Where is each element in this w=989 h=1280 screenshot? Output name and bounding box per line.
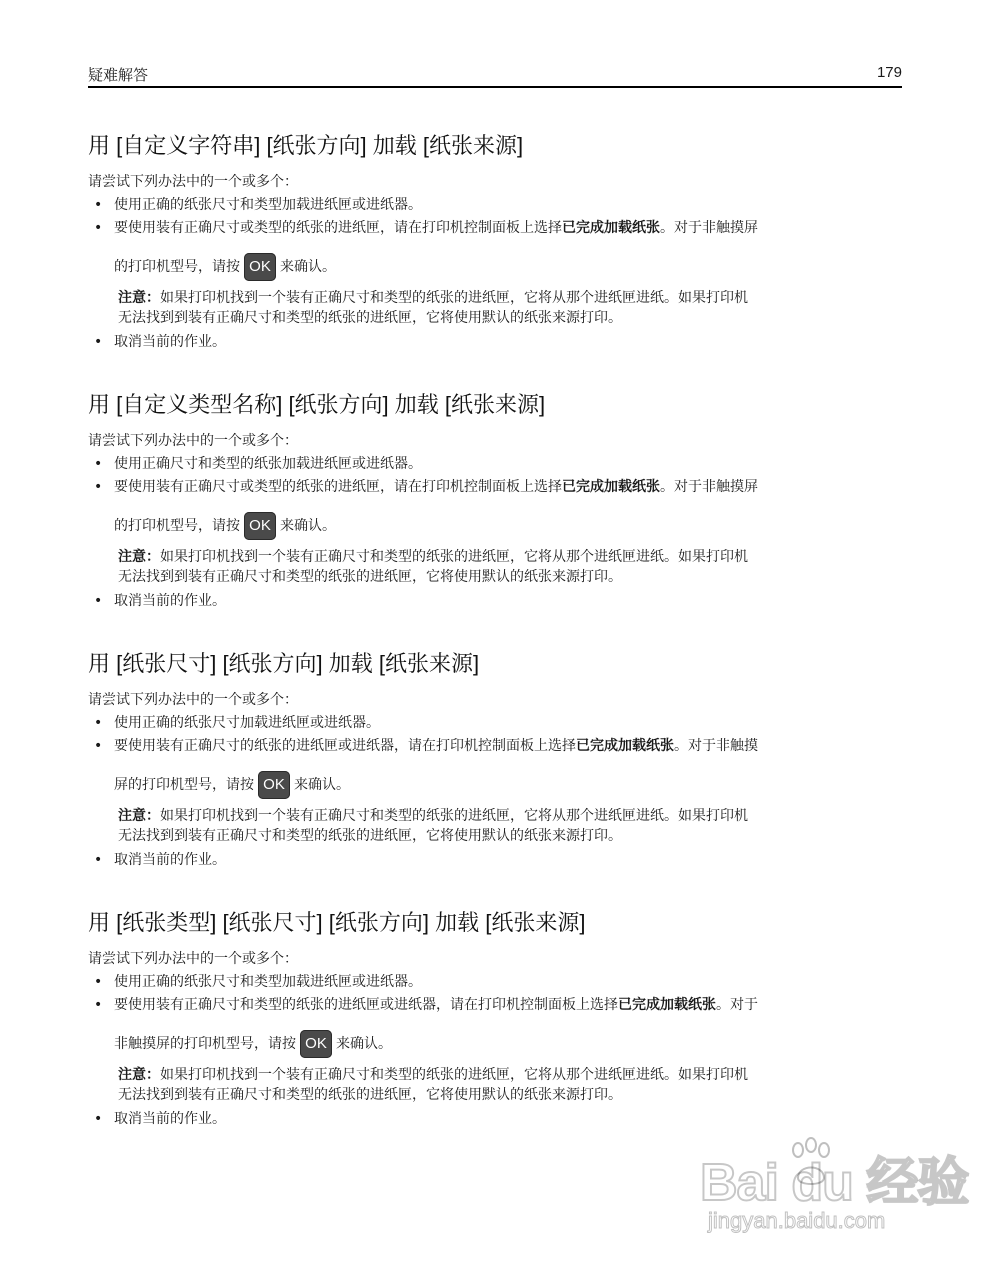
ok-button-icon: OK [300, 1030, 332, 1058]
note-line: 无法找到到装有正确尺寸和类型的纸张的进纸匣，它将使用默认的纸张来源打印。 [118, 569, 622, 585]
note-label: 注意： [118, 290, 160, 306]
instruction-text: 要使用装有正确尺寸或类型的纸张的进纸匣，请在打印机控制面板上选择 [114, 220, 562, 236]
instruction-text: 。对于 [716, 997, 758, 1013]
instruction-text: 要使用装有正确尺寸和类型的纸张的进纸匣或进纸器，请在打印机控制面板上选择 [114, 997, 618, 1013]
instruction-text: 屏的打印机型号，请按 [114, 777, 254, 793]
instruction-text: 。对于非触摸屏 [660, 220, 758, 236]
page-number: 179 [876, 64, 902, 81]
note-label: 注意： [118, 1067, 160, 1083]
section-intro: 请尝试下列办法中的一个或多个： [88, 692, 298, 708]
note-text: 如果打印机找到一个装有正确尺寸和类型的纸张的进纸匣，它将从那个进纸匣进纸。如果打印机 [160, 290, 748, 306]
instruction-line [114, 736, 903, 756]
menu-option-loaded-paper: 已完成加载纸张 [576, 738, 674, 754]
instruction-text: 非触摸屏的打印机型号，请按 [114, 1036, 296, 1052]
list-item: • 使用正确的纸张尺寸和类型加载进纸匣或进纸器。 [88, 972, 903, 992]
watermark-url: jingyan.baidu.com [708, 1208, 886, 1233]
menu-option-loaded-paper: 已完成加载纸张 [562, 220, 660, 236]
note-line [118, 288, 903, 308]
list-item: • 取消当前的作业。 [88, 332, 903, 352]
menu-option-loaded-paper: 已完成加载纸张 [618, 997, 716, 1013]
instruction-text: 来确认。 [280, 259, 336, 275]
ok-button-icon: OK [244, 512, 276, 540]
instruction-text: 要使用装有正确尺寸或类型的纸张的进纸匣，请在打印机控制面板上选择 [114, 479, 562, 495]
list-item [88, 736, 903, 800]
list-item: • 使用正确的纸张尺寸和类型加载进纸匣或进纸器。 [88, 195, 903, 215]
menu-option-loaded-paper: 已完成加载纸张 [562, 479, 660, 495]
instruction-line [114, 511, 903, 541]
instruction-text: 。对于非触摸屏 [660, 479, 758, 495]
note [118, 547, 903, 587]
list-item [88, 995, 903, 1059]
list-item: • 取消当前的作业。 [88, 850, 903, 870]
section-paper-type [88, 907, 903, 1129]
section-paper-size [88, 648, 903, 870]
note-label: 注意： [118, 549, 160, 565]
section-custom-type-name [88, 389, 903, 611]
note-line: 无法找到到装有正确尺寸和类型的纸张的进纸匣，它将使用默认的纸张来源打印。 [118, 828, 622, 844]
list-item [88, 218, 903, 282]
instruction-line [114, 995, 903, 1015]
note-label: 注意： [118, 808, 160, 824]
note-line: 无法找到到装有正确尺寸和类型的纸张的进纸匣，它将使用默认的纸张来源打印。 [118, 310, 622, 326]
list-item [88, 477, 903, 541]
section-title: 用 [自定义类型名称] [纸张方向] 加载 [纸张来源] [88, 392, 546, 417]
note-text: 如果打印机找到一个装有正确尺寸和类型的纸张的进纸匣，它将从那个进纸匣进纸。如果打印机 [160, 808, 748, 824]
list-item: • 使用正确的纸张尺寸加载进纸匣或进纸器。 [88, 713, 903, 733]
list-item: • 取消当前的作业。 [88, 1109, 903, 1129]
note [118, 806, 903, 846]
instruction-line [114, 218, 903, 238]
list-item: • 使用正确尺寸和类型的纸张加载进纸匣或进纸器。 [88, 454, 903, 474]
note-line [118, 806, 903, 826]
note-text: 如果打印机找到一个装有正确尺寸和类型的纸张的进纸匣，它将从那个进纸匣进纸。如果打印机 [160, 549, 748, 565]
instruction-line [114, 252, 903, 282]
section-intro: 请尝试下列办法中的一个或多个： [88, 433, 298, 449]
section-intro: 请尝试下列办法中的一个或多个： [88, 951, 298, 967]
instruction-text: 的打印机型号，请按 [114, 259, 240, 275]
watermark [700, 1128, 969, 1238]
section-title: 用 [纸张尺寸] [纸张方向] 加载 [纸张来源] [88, 651, 480, 676]
instruction-line [114, 477, 903, 497]
instruction-text: 来确认。 [280, 518, 336, 534]
note [118, 288, 903, 328]
section-custom-string [88, 130, 903, 352]
paw-icon [786, 1136, 836, 1190]
instruction-text: 的打印机型号，请按 [114, 518, 240, 534]
instruction-text: 来确认。 [294, 777, 350, 793]
watermark-logo: Bai du 经验 [700, 1154, 969, 1212]
page-header [88, 62, 902, 88]
ok-button-icon: OK [244, 253, 276, 281]
note-line: 无法找到到装有正确尺寸和类型的纸张的进纸匣，它将使用默认的纸张来源打印。 [118, 1087, 622, 1103]
instruction-line [114, 1029, 903, 1059]
section-title: 用 [自定义字符串] [纸张方向] 加载 [纸张来源] [88, 133, 524, 158]
note [118, 1065, 903, 1105]
instruction-line [114, 770, 903, 800]
note-line [118, 1065, 903, 1085]
instruction-text: 。对于非触摸 [674, 738, 758, 754]
ok-button-icon: OK [258, 771, 290, 799]
instruction-text: 要使用装有正确尺寸的纸张的进纸匣或进纸器，请在打印机控制面板上选择 [114, 738, 576, 754]
note-text: 如果打印机找到一个装有正确尺寸和类型的纸张的进纸匣，它将从那个进纸匣进纸。如果打印机 [160, 1067, 748, 1083]
section-title: 用 [纸张类型] [纸张尺寸] [纸张方向] 加载 [纸张来源] [88, 910, 586, 935]
list-item: • 取消当前的作业。 [88, 591, 903, 611]
note-line [118, 547, 903, 567]
section-intro: 请尝试下列办法中的一个或多个： [88, 174, 298, 190]
header-chapter-title: 疑难解答 [88, 66, 149, 84]
instruction-text: 来确认。 [336, 1036, 392, 1052]
